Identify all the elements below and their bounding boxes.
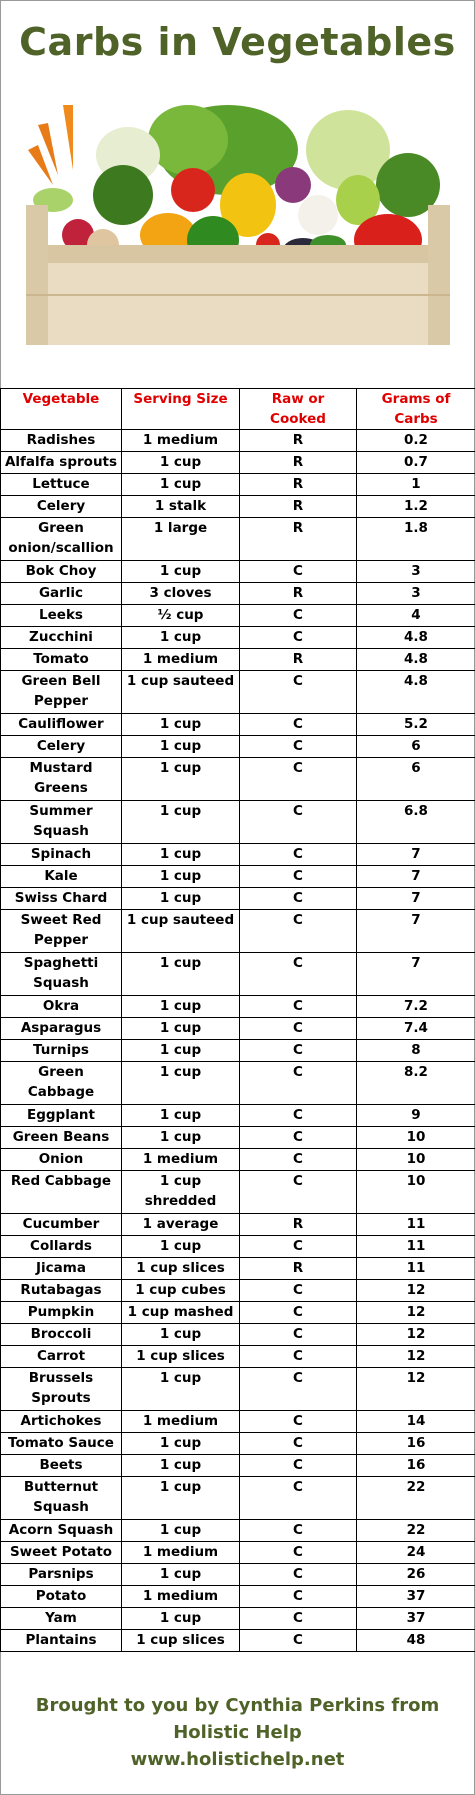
- cell-raw-or-cooked: R: [240, 583, 357, 605]
- header-vegetable: Vegetable: [1, 389, 122, 430]
- cell-serving-size: 1 cup: [122, 1433, 240, 1455]
- cell-serving-size: 1 large: [122, 518, 240, 561]
- cell-vegetable: Radishes: [1, 430, 122, 452]
- table-row: [1, 910, 475, 953]
- cell-serving-size: 1 cup: [122, 561, 240, 583]
- cell-raw-or-cooked: C: [240, 1520, 357, 1542]
- cell-grams-of-carbs: 6: [357, 758, 475, 801]
- cell-vegetable: Green Bell Pepper: [1, 671, 122, 714]
- cell-vegetable: Celery: [1, 496, 122, 518]
- cell-vegetable: Leeks: [1, 605, 122, 627]
- cell-serving-size: 1 cup cubes: [122, 1280, 240, 1302]
- cell-grams-of-carbs: 12: [357, 1324, 475, 1346]
- cell-serving-size: 1 medium: [122, 1586, 240, 1608]
- table-row: [1, 714, 475, 736]
- cell-grams-of-carbs: 5.2: [357, 714, 475, 736]
- table-row: [1, 474, 475, 496]
- cell-vegetable: Alfalfa sprouts: [1, 452, 122, 474]
- cell-raw-or-cooked: C: [240, 1455, 357, 1477]
- cell-serving-size: 1 cup sauteed: [122, 910, 240, 953]
- cell-grams-of-carbs: 1.8: [357, 518, 475, 561]
- cell-vegetable: Parsnips: [1, 1564, 122, 1586]
- cell-serving-size: 1 medium: [122, 430, 240, 452]
- cell-serving-size: 1 medium: [122, 1411, 240, 1433]
- cell-serving-size: 1 medium: [122, 649, 240, 671]
- cell-raw-or-cooked: C: [240, 844, 357, 866]
- cell-grams-of-carbs: 9: [357, 1105, 475, 1127]
- cell-grams-of-carbs: 12: [357, 1280, 475, 1302]
- cell-grams-of-carbs: 4: [357, 605, 475, 627]
- cell-vegetable: Bok Choy: [1, 561, 122, 583]
- cell-serving-size: 1 cup: [122, 1018, 240, 1040]
- table-row: [1, 518, 475, 561]
- cell-raw-or-cooked: R: [240, 452, 357, 474]
- table-row: [1, 1411, 475, 1433]
- table-row: [1, 1127, 475, 1149]
- cell-grams-of-carbs: 0.2: [357, 430, 475, 452]
- cell-vegetable: Okra: [1, 996, 122, 1018]
- cell-grams-of-carbs: 7: [357, 844, 475, 866]
- cell-vegetable: Green Cabbage: [1, 1062, 122, 1105]
- cell-serving-size: 1 medium: [122, 1542, 240, 1564]
- cell-serving-size: 3 cloves: [122, 583, 240, 605]
- table-row: [1, 452, 475, 474]
- header-raw-or-cooked: Raw or Cooked: [240, 389, 357, 430]
- cell-raw-or-cooked: C: [240, 736, 357, 758]
- cell-serving-size: 1 cup: [122, 474, 240, 496]
- cell-serving-size: 1 stalk: [122, 496, 240, 518]
- cell-raw-or-cooked: C: [240, 1346, 357, 1368]
- cell-serving-size: 1 cup: [122, 1040, 240, 1062]
- table-row: [1, 1171, 475, 1214]
- cell-grams-of-carbs: 4.8: [357, 671, 475, 714]
- table-row: [1, 496, 475, 518]
- cell-serving-size: ½ cup: [122, 605, 240, 627]
- cell-vegetable: Acorn Squash: [1, 1520, 122, 1542]
- table-row: [1, 1302, 475, 1324]
- cell-raw-or-cooked: R: [240, 518, 357, 561]
- cell-serving-size: 1 cup: [122, 758, 240, 801]
- table-row: [1, 1149, 475, 1171]
- table-row: [1, 1236, 475, 1258]
- cell-grams-of-carbs: 1: [357, 474, 475, 496]
- cell-serving-size: 1 cup: [122, 714, 240, 736]
- footer-credit: Brought to you by Cynthia Perkins from: [35, 1695, 440, 1716]
- cell-raw-or-cooked: C: [240, 714, 357, 736]
- cell-raw-or-cooked: R: [240, 496, 357, 518]
- cell-vegetable: Carrot: [1, 1346, 122, 1368]
- cell-grams-of-carbs: 12: [357, 1346, 475, 1368]
- table-row: [1, 1564, 475, 1586]
- table-row: [1, 1214, 475, 1236]
- cell-serving-size: 1 cup: [122, 1564, 240, 1586]
- cell-serving-size: 1 cup: [122, 1477, 240, 1520]
- cell-grams-of-carbs: 7: [357, 910, 475, 953]
- cell-vegetable: Kale: [1, 866, 122, 888]
- footer-url: www.holistichelp.net: [130, 1749, 345, 1770]
- cell-raw-or-cooked: C: [240, 1280, 357, 1302]
- footer-site-name: Holistic Help: [173, 1722, 302, 1743]
- cell-vegetable: Pumpkin: [1, 1302, 122, 1324]
- table-row: [1, 1040, 475, 1062]
- cell-vegetable: Spaghetti Squash: [1, 953, 122, 996]
- cell-vegetable: Summer Squash: [1, 801, 122, 844]
- cell-serving-size: 1 average: [122, 1214, 240, 1236]
- page-title: Carbs in Vegetables: [19, 20, 456, 64]
- cell-serving-size: 1 cup: [122, 1127, 240, 1149]
- cell-vegetable: Artichokes: [1, 1411, 122, 1433]
- cell-raw-or-cooked: C: [240, 1324, 357, 1346]
- vegetable-crate-photo: [18, 95, 458, 355]
- cell-grams-of-carbs: 0.7: [357, 452, 475, 474]
- table-row: [1, 1324, 475, 1346]
- cell-raw-or-cooked: C: [240, 910, 357, 953]
- cell-raw-or-cooked: C: [240, 1236, 357, 1258]
- cell-raw-or-cooked: C: [240, 888, 357, 910]
- table-row: [1, 1258, 475, 1280]
- table-row: [1, 627, 475, 649]
- cell-vegetable: Beets: [1, 1455, 122, 1477]
- cell-grams-of-carbs: 7: [357, 953, 475, 996]
- cell-vegetable: Eggplant: [1, 1105, 122, 1127]
- cell-serving-size: 1 cup slices: [122, 1630, 240, 1652]
- header-grams-of-carbs: Grams of Carbs: [357, 389, 475, 430]
- cell-serving-size: 1 cup: [122, 1520, 240, 1542]
- cell-vegetable: Yam: [1, 1608, 122, 1630]
- table-row: [1, 1280, 475, 1302]
- cell-serving-size: 1 cup: [122, 1105, 240, 1127]
- cell-grams-of-carbs: 8: [357, 1040, 475, 1062]
- cell-vegetable: Broccoli: [1, 1324, 122, 1346]
- cell-grams-of-carbs: 12: [357, 1368, 475, 1411]
- cell-raw-or-cooked: C: [240, 801, 357, 844]
- cell-serving-size: 1 cup: [122, 452, 240, 474]
- cell-grams-of-carbs: 7: [357, 866, 475, 888]
- cell-grams-of-carbs: 6: [357, 736, 475, 758]
- cell-grams-of-carbs: 10: [357, 1149, 475, 1171]
- table-row: [1, 866, 475, 888]
- cell-serving-size: 1 cup: [122, 1324, 240, 1346]
- cell-raw-or-cooked: C: [240, 1477, 357, 1520]
- cell-serving-size: 1 cup: [122, 866, 240, 888]
- cell-vegetable: Lettuce: [1, 474, 122, 496]
- cell-vegetable: Green Beans: [1, 1127, 122, 1149]
- table-row: [1, 1586, 475, 1608]
- cell-grams-of-carbs: 11: [357, 1214, 475, 1236]
- cell-grams-of-carbs: 16: [357, 1455, 475, 1477]
- table-row: [1, 844, 475, 866]
- cell-serving-size: 1 cup: [122, 996, 240, 1018]
- cell-vegetable: Cauliflower: [1, 714, 122, 736]
- table-row: [1, 605, 475, 627]
- table-row: [1, 1477, 475, 1520]
- cell-vegetable: Tomato Sauce: [1, 1433, 122, 1455]
- cell-raw-or-cooked: C: [240, 561, 357, 583]
- cell-grams-of-carbs: 4.8: [357, 649, 475, 671]
- cell-vegetable: Red Cabbage: [1, 1171, 122, 1214]
- table-row: [1, 736, 475, 758]
- table-row: [1, 1062, 475, 1105]
- table-row: [1, 649, 475, 671]
- cell-serving-size: 1 cup: [122, 844, 240, 866]
- cell-grams-of-carbs: 11: [357, 1236, 475, 1258]
- cell-grams-of-carbs: 24: [357, 1542, 475, 1564]
- table-row: [1, 561, 475, 583]
- cell-raw-or-cooked: R: [240, 474, 357, 496]
- table-row: [1, 1455, 475, 1477]
- cell-vegetable: Butternut Squash: [1, 1477, 122, 1520]
- cell-grams-of-carbs: 22: [357, 1477, 475, 1520]
- cell-grams-of-carbs: 12: [357, 1302, 475, 1324]
- table-row: [1, 1433, 475, 1455]
- table-row: [1, 1018, 475, 1040]
- cell-grams-of-carbs: 37: [357, 1608, 475, 1630]
- cell-vegetable: Spinach: [1, 844, 122, 866]
- cell-grams-of-carbs: 14: [357, 1411, 475, 1433]
- cell-grams-of-carbs: 6.8: [357, 801, 475, 844]
- cell-vegetable: Tomato: [1, 649, 122, 671]
- table-row: [1, 758, 475, 801]
- cell-grams-of-carbs: 3: [357, 583, 475, 605]
- cell-grams-of-carbs: 4.8: [357, 627, 475, 649]
- cell-vegetable: Green onion/scallion: [1, 518, 122, 561]
- cell-grams-of-carbs: 22: [357, 1520, 475, 1542]
- table-row: [1, 888, 475, 910]
- cell-grams-of-carbs: 3: [357, 561, 475, 583]
- cell-serving-size: 1 cup mashed: [122, 1302, 240, 1324]
- cell-raw-or-cooked: R: [240, 1258, 357, 1280]
- table-row: [1, 1630, 475, 1652]
- cell-serving-size: 1 cup shredded: [122, 1171, 240, 1214]
- cell-raw-or-cooked: C: [240, 671, 357, 714]
- table-row: [1, 1346, 475, 1368]
- table-row: [1, 1368, 475, 1411]
- cell-serving-size: 1 cup: [122, 736, 240, 758]
- cell-raw-or-cooked: C: [240, 1018, 357, 1040]
- carbs-table: [0, 388, 475, 1652]
- cell-serving-size: 1 cup: [122, 1236, 240, 1258]
- cell-vegetable: Potato: [1, 1586, 122, 1608]
- cell-vegetable: Garlic: [1, 583, 122, 605]
- table-row: [1, 1542, 475, 1564]
- cell-grams-of-carbs: 10: [357, 1127, 475, 1149]
- table-row: [1, 1520, 475, 1542]
- cell-raw-or-cooked: C: [240, 1542, 357, 1564]
- cell-serving-size: 1 cup: [122, 1062, 240, 1105]
- cell-vegetable: Swiss Chard: [1, 888, 122, 910]
- cell-grams-of-carbs: 10: [357, 1171, 475, 1214]
- cell-serving-size: 1 cup: [122, 627, 240, 649]
- cell-serving-size: 1 cup sauteed: [122, 671, 240, 714]
- cell-vegetable: Plantains: [1, 1630, 122, 1652]
- cell-raw-or-cooked: C: [240, 1368, 357, 1411]
- cell-grams-of-carbs: 8.2: [357, 1062, 475, 1105]
- cell-raw-or-cooked: C: [240, 1411, 357, 1433]
- cell-grams-of-carbs: 7.2: [357, 996, 475, 1018]
- table-row: [1, 1105, 475, 1127]
- cell-vegetable: Turnips: [1, 1040, 122, 1062]
- cell-grams-of-carbs: 7: [357, 888, 475, 910]
- cell-raw-or-cooked: C: [240, 1433, 357, 1455]
- cell-raw-or-cooked: C: [240, 1040, 357, 1062]
- cell-serving-size: 1 cup: [122, 888, 240, 910]
- footer: [0, 1692, 475, 1773]
- cell-raw-or-cooked: C: [240, 996, 357, 1018]
- cell-raw-or-cooked: C: [240, 1630, 357, 1652]
- cell-grams-of-carbs: 1.2: [357, 496, 475, 518]
- cell-vegetable: Celery: [1, 736, 122, 758]
- cell-raw-or-cooked: C: [240, 627, 357, 649]
- cell-grams-of-carbs: 37: [357, 1586, 475, 1608]
- cell-raw-or-cooked: C: [240, 1062, 357, 1105]
- cell-serving-size: 1 medium: [122, 1149, 240, 1171]
- cell-vegetable: Sweet Potato: [1, 1542, 122, 1564]
- cell-raw-or-cooked: C: [240, 1127, 357, 1149]
- cell-raw-or-cooked: C: [240, 1302, 357, 1324]
- cell-raw-or-cooked: C: [240, 1149, 357, 1171]
- cell-vegetable: Collards: [1, 1236, 122, 1258]
- table-row: [1, 996, 475, 1018]
- cell-raw-or-cooked: R: [240, 430, 357, 452]
- cell-vegetable: Cucumber: [1, 1214, 122, 1236]
- cell-serving-size: 1 cup: [122, 801, 240, 844]
- cell-raw-or-cooked: R: [240, 1214, 357, 1236]
- cell-raw-or-cooked: C: [240, 1608, 357, 1630]
- cell-raw-or-cooked: C: [240, 1564, 357, 1586]
- table-row: [1, 671, 475, 714]
- cell-grams-of-carbs: 26: [357, 1564, 475, 1586]
- cell-serving-size: 1 cup: [122, 1608, 240, 1630]
- cell-vegetable: Onion: [1, 1149, 122, 1171]
- cell-vegetable: Zucchini: [1, 627, 122, 649]
- table-row: [1, 430, 475, 452]
- cell-serving-size: 1 cup slices: [122, 1258, 240, 1280]
- cell-raw-or-cooked: C: [240, 758, 357, 801]
- cell-raw-or-cooked: C: [240, 1171, 357, 1214]
- cell-vegetable: Rutabagas: [1, 1280, 122, 1302]
- cell-grams-of-carbs: 7.4: [357, 1018, 475, 1040]
- cell-grams-of-carbs: 11: [357, 1258, 475, 1280]
- table-row: [1, 801, 475, 844]
- cell-serving-size: 1 cup: [122, 953, 240, 996]
- cell-vegetable: Mustard Greens: [1, 758, 122, 801]
- cell-vegetable: Brussels Sprouts: [1, 1368, 122, 1411]
- cell-raw-or-cooked: C: [240, 866, 357, 888]
- cell-serving-size: 1 cup slices: [122, 1346, 240, 1368]
- cell-serving-size: 1 cup: [122, 1368, 240, 1411]
- header-serving-size: Serving Size: [122, 389, 240, 430]
- cell-vegetable: Asparagus: [1, 1018, 122, 1040]
- cell-grams-of-carbs: 48: [357, 1630, 475, 1652]
- cell-serving-size: 1 cup: [122, 1455, 240, 1477]
- table-row: [1, 1608, 475, 1630]
- table-body: [1, 430, 475, 1652]
- table-row: [1, 953, 475, 996]
- table-row: [1, 583, 475, 605]
- cell-raw-or-cooked: C: [240, 953, 357, 996]
- table-header-row: [1, 389, 475, 430]
- cell-vegetable: Jicama: [1, 1258, 122, 1280]
- cell-vegetable: Sweet Red Pepper: [1, 910, 122, 953]
- cell-grams-of-carbs: 16: [357, 1433, 475, 1455]
- cell-raw-or-cooked: R: [240, 649, 357, 671]
- cell-raw-or-cooked: C: [240, 605, 357, 627]
- cell-raw-or-cooked: C: [240, 1105, 357, 1127]
- cell-raw-or-cooked: C: [240, 1586, 357, 1608]
